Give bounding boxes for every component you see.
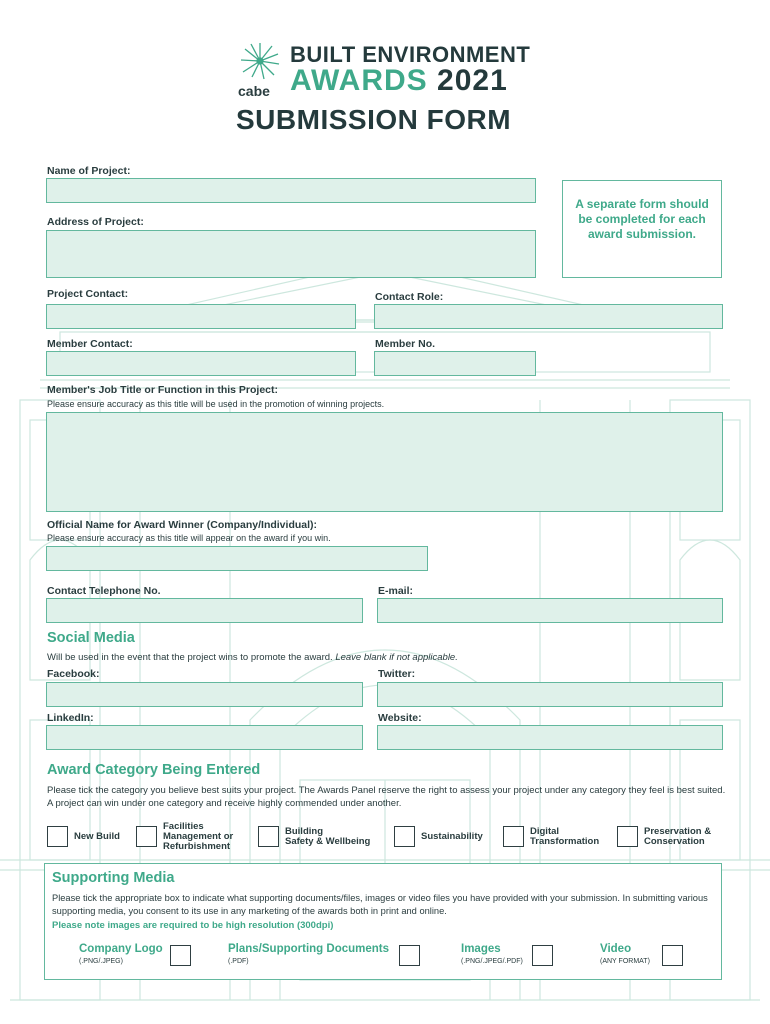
media-format: (.PNG/.JPEG) [79,958,123,965]
category-checkbox[interactable] [617,826,638,847]
job-title-label: Member's Job Title or Function in this Project: [47,384,278,396]
category-label [421,832,483,842]
category-facilities-management[interactable] [136,821,256,852]
social-media-note-text: Will be used in the event that the project wins to promote the award. [47,652,336,663]
social-media-note [47,652,458,663]
project-contact-input[interactable] [46,304,356,329]
telephone-label: Contact Telephone No. [47,585,161,597]
job-title-note: Please ensure accuracy as this title will be used in the promotion of winning projects. [47,399,385,409]
media-label: Images [461,943,501,955]
twitter-input[interactable] [377,682,723,707]
linkedin-input[interactable] [46,725,363,750]
media-plans-documents[interactable] [228,943,423,969]
form-title: SUBMISSION FORM [236,104,512,135]
category-digital-transformation[interactable] [503,826,613,848]
official-name-label: Official Name for Award Winner (Company/Individual): [47,519,318,531]
category-label-line: Conservation [644,836,705,847]
social-media-note-italic: Leave blank if not applicable. [335,652,458,663]
media-label: Plans/Supporting Documents [228,943,390,955]
category-checkbox[interactable] [47,826,68,847]
category-label [644,827,711,847]
category-label-line: New Build [74,831,120,842]
award-category-description: Please tick the category you believe best suits your project. The Awards Panel reserve the right to assess your project under any category they feel is best suited. A project can win under one category and receive highly commended under another. [47,785,726,809]
address-of-project-input[interactable] [46,230,536,278]
awards-title-line1: BUILT ENVIRONMENT [290,42,531,67]
supporting-media-description: Please tick the appropriate box to indicate what supporting documents/files, images or video files you have provided with your submission. In submitting various supporting media, you consent to its use in any marketing of the awards both in print and online. [52,893,708,916]
category-label-line: Transformation [530,836,600,847]
facebook-label: Facebook: [47,668,100,680]
email-label: E-mail: [378,585,414,597]
job-title-input[interactable] [46,412,723,512]
telephone-input[interactable] [46,598,363,623]
media-format: (.PNG/.JPEG/.PDF) [461,958,523,965]
member-no-input[interactable] [374,351,536,376]
media-checkbox[interactable] [662,945,683,966]
supporting-media-title: Supporting Media [52,870,175,886]
media-company-logo[interactable] [79,943,194,969]
media-video[interactable] [600,943,686,969]
category-checkbox[interactable] [136,826,157,847]
website-input[interactable] [377,725,723,750]
category-checkbox[interactable] [258,826,279,847]
awards-year: 2021 [437,64,508,97]
media-checkbox[interactable] [170,945,191,966]
member-contact-label: Member Contact: [47,338,133,350]
category-label-line: Sustainability [421,831,483,842]
resolution-note: Please note images are required to be high resolution (300dpi) [52,920,334,931]
name-of-project-input[interactable] [46,178,536,203]
contact-role-input[interactable] [374,304,723,329]
cabe-logo [236,42,280,99]
media-checkbox[interactable] [532,945,553,966]
category-sustainability[interactable] [394,826,504,848]
category-label [530,827,599,847]
category-label [285,827,370,847]
category-preservation-conservation[interactable] [617,826,727,848]
contact-role-label: Contact Role: [375,291,444,303]
member-contact-input[interactable] [46,351,356,376]
awards-title-line2 [290,64,508,98]
social-media-title: Social Media [47,630,135,646]
project-contact-label: Project Contact: [47,288,129,300]
media-format: (ANY FORMAT) [600,958,650,965]
linkedin-label: LinkedIn: [47,712,94,724]
category-label [163,822,233,852]
address-of-project-label: Address of Project: [47,216,144,228]
media-label: Company Logo [79,943,163,955]
official-name-input[interactable] [46,546,428,571]
category-checkbox[interactable] [394,826,415,847]
cabe-logo-text: cabe [238,83,270,99]
starburst-logo-icon [236,42,280,80]
category-label-line: Preservation & [644,826,712,837]
category-building-safety[interactable] [258,826,388,848]
member-no-label: Member No. [375,338,436,350]
media-checkbox[interactable] [399,945,420,966]
category-label-line: Safety & Wellbeing [285,836,371,847]
media-format: (.PDF) [228,958,249,965]
category-label-line: Refurbishment [163,841,231,852]
separate-form-notice-text: A separate form should be completed for each award submission. [575,197,709,241]
website-label: Website: [378,712,422,724]
category-label-line: Building [285,826,323,837]
twitter-label: Twitter: [378,668,416,680]
category-label [74,832,120,842]
category-label-line: Facilities [163,821,204,832]
media-images[interactable] [461,943,556,969]
awards-word: AWARDS [290,64,428,97]
media-label: Video [600,943,632,955]
category-checkbox[interactable] [503,826,524,847]
award-category-title: Award Category Being Entered [47,762,261,778]
category-label-line: Digital [530,826,560,837]
official-name-note: Please ensure accuracy as this title will appear on the award if you win. [47,533,331,543]
category-label-line: Management or [163,831,234,842]
facebook-input[interactable] [46,682,363,707]
name-of-project-label: Name of Project: [47,165,131,177]
email-input[interactable] [377,598,723,623]
separate-form-notice [562,180,722,278]
